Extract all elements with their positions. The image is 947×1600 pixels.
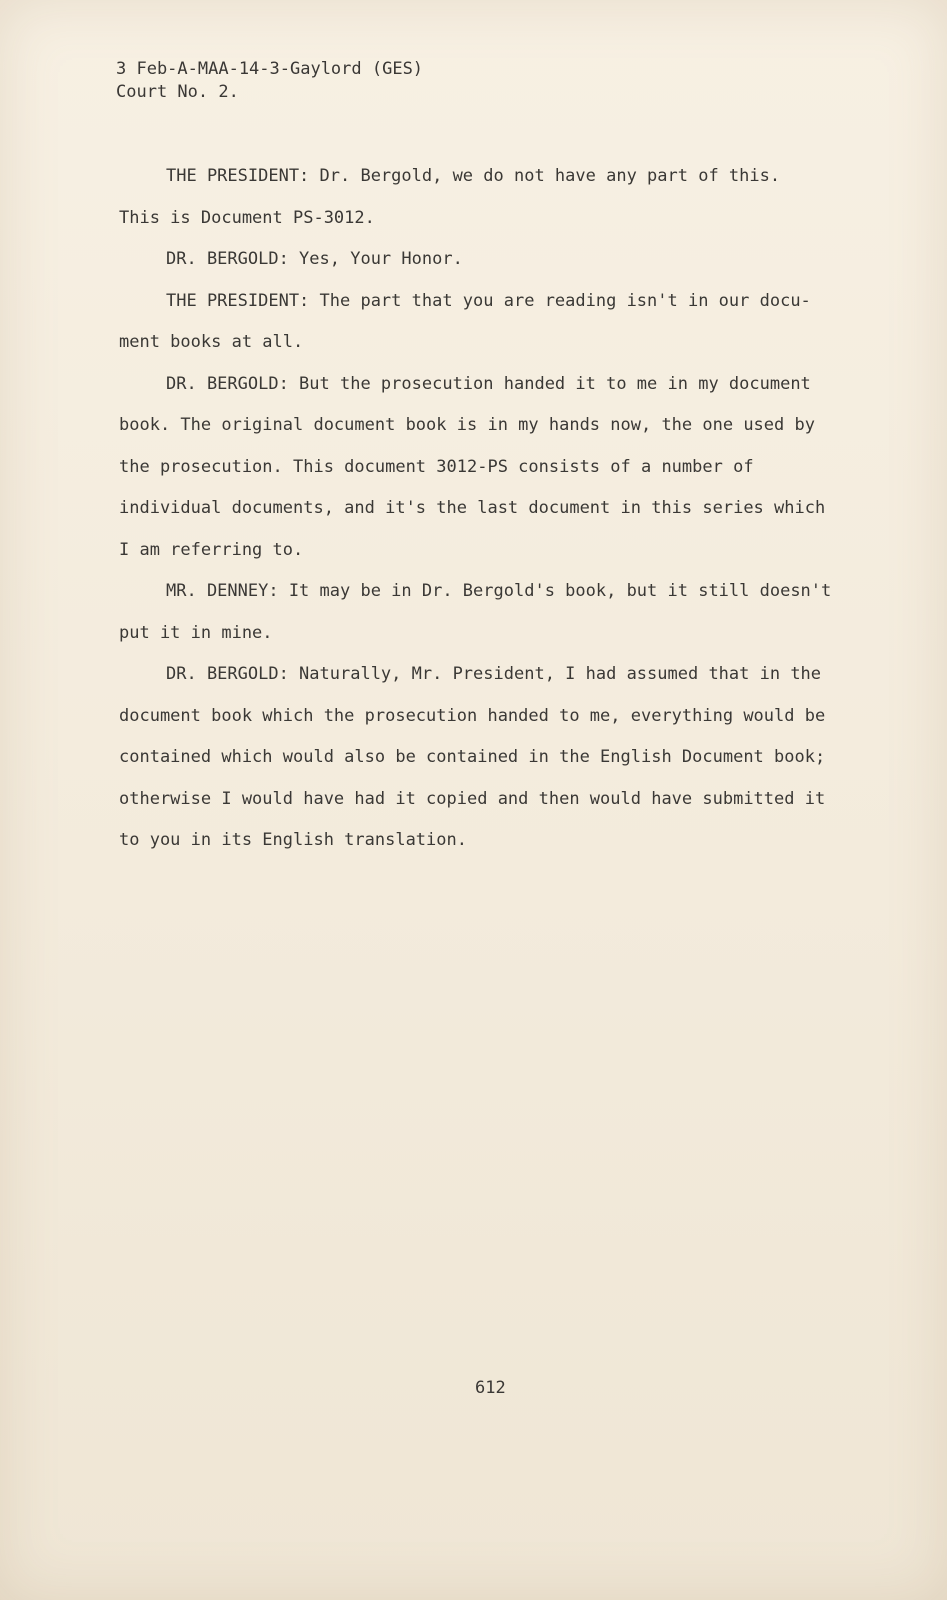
transcript-line: put it in mine. <box>119 622 273 643</box>
transcript-line: otherwise I would have had it copied and then would have submitted it <box>119 788 826 809</box>
transcript-line: to you in its English translation. <box>119 830 467 850</box>
transcript-line: book. The original document book is in my hands now, the one used by <box>119 415 815 435</box>
page-number: 612 <box>475 1378 506 1398</box>
transcript-line: document book which the prosecution handed to me, everything would be <box>119 705 826 726</box>
document-header <box>116 58 423 104</box>
transcript-line: ment books at all. <box>119 332 304 352</box>
transcript-line: contained which would also be contained in the English Document book; <box>119 747 826 767</box>
transcript-line: DR. BERGOLD: Naturally, Mr. President, I had assumed that in the <box>166 664 822 684</box>
transcript-line: DR. BERGOLD: But the prosecution handed it to me in my document <box>166 373 811 394</box>
transcript-body <box>119 156 839 862</box>
transcript-line: THE PRESIDENT: The part that you are reading isn't in our docu- <box>166 290 811 311</box>
transcript-line: I am referring to. <box>119 539 304 560</box>
transcript-line: This is Document PS-3012. <box>119 207 375 228</box>
transcript-line: the prosecution. This document 3012-PS consists of a number of <box>119 456 754 477</box>
transcript-line: individual documents, and it's the last document in this series which <box>119 498 826 518</box>
transcript-line: DR. BERGOLD: Yes, Your Honor. <box>166 249 463 269</box>
header-line-2: Court No. 2. <box>116 82 239 102</box>
transcript-line: THE PRESIDENT: Dr. Bergold, we do not have any part of this. <box>166 166 781 186</box>
header-line-1: 3 Feb-A-MAA-14-3-Gaylord (GES) <box>116 59 424 79</box>
transcript-line: MR. DENNEY: It may be in Dr. Bergold's book, but it still doesn't <box>166 581 832 601</box>
